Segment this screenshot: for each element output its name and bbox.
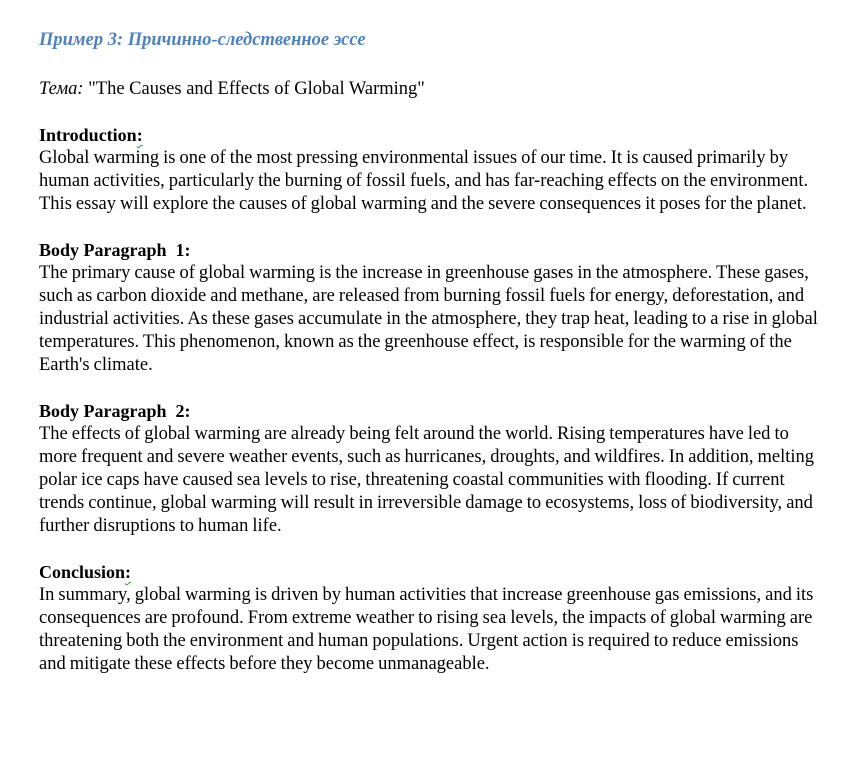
section-title-introduction-text: Introduction bbox=[39, 125, 137, 145]
section-title-conclusion bbox=[39, 561, 829, 584]
section-text-introduction: Global warming is one of the most pressing environmental issues of our time. It is caused primarily by human activities, particularly the burning of fossil fuels, and has far-reaching effects on the environment. This essay will explore the causes of global warming and the severe consequences it poses for the planet. bbox=[39, 148, 809, 214]
section-text-body-1: The primary cause of global warming is the increase in greenhouse gases in the atmosphere. These gases, such as carbon dioxide and methane, are released from burning fossil fuels for energy, deforestation, and industrial activities. As these gases accumulate in the atmosphere, they trap heat, leading to a rise in global temperatures. This phenomenon, known as the greenhouse effect, is responsible for the warming of the Earth's climate. bbox=[39, 263, 818, 375]
topic-value: "The Causes and Effects of Global Warming" bbox=[88, 79, 425, 99]
section-introduction bbox=[39, 124, 829, 216]
topic-label: Тема: bbox=[39, 79, 84, 99]
section-conclusion bbox=[39, 561, 829, 676]
topic-line bbox=[39, 78, 829, 101]
document-page bbox=[39, 28, 829, 676]
spellcheck-mark: : bbox=[136, 125, 143, 145]
section-body-2 bbox=[39, 400, 829, 538]
section-title-body-1: Body Paragraph 1: bbox=[39, 240, 191, 260]
spellcheck-mark: : bbox=[125, 562, 132, 582]
section-title-introduction bbox=[39, 124, 829, 147]
section-body-1 bbox=[39, 239, 829, 377]
document-heading: Пример 3: Причинно-следственное эссе bbox=[39, 30, 366, 50]
section-text-conclusion: In summary, global warming is driven by human activities that increase greenhouse gas emissions, and its consequences are profound. From extreme weather to rising sea levels, the impacts of global warming are threatening both the environment and human populations. Urgent action is required to reduce emissions and mitigate these effects before they become unmanageable. bbox=[39, 585, 814, 674]
section-title-body-2: Body Paragraph 2: bbox=[39, 401, 191, 421]
section-title-conclusion-text: Conclusion bbox=[39, 562, 126, 582]
section-text-body-2: The effects of global warming are already being felt around the world. Rising temperatures have led to more frequent and severe weather events, such as hurricanes, droughts, and wildfires. In addition, melting polar ice caps have caused sea levels to rise, threatening coastal communities with flooding. If current trends continue, global warming will result in irreversible damage to ecosystems, loss of biodiversity, and further disruptions to human life. bbox=[39, 424, 815, 536]
